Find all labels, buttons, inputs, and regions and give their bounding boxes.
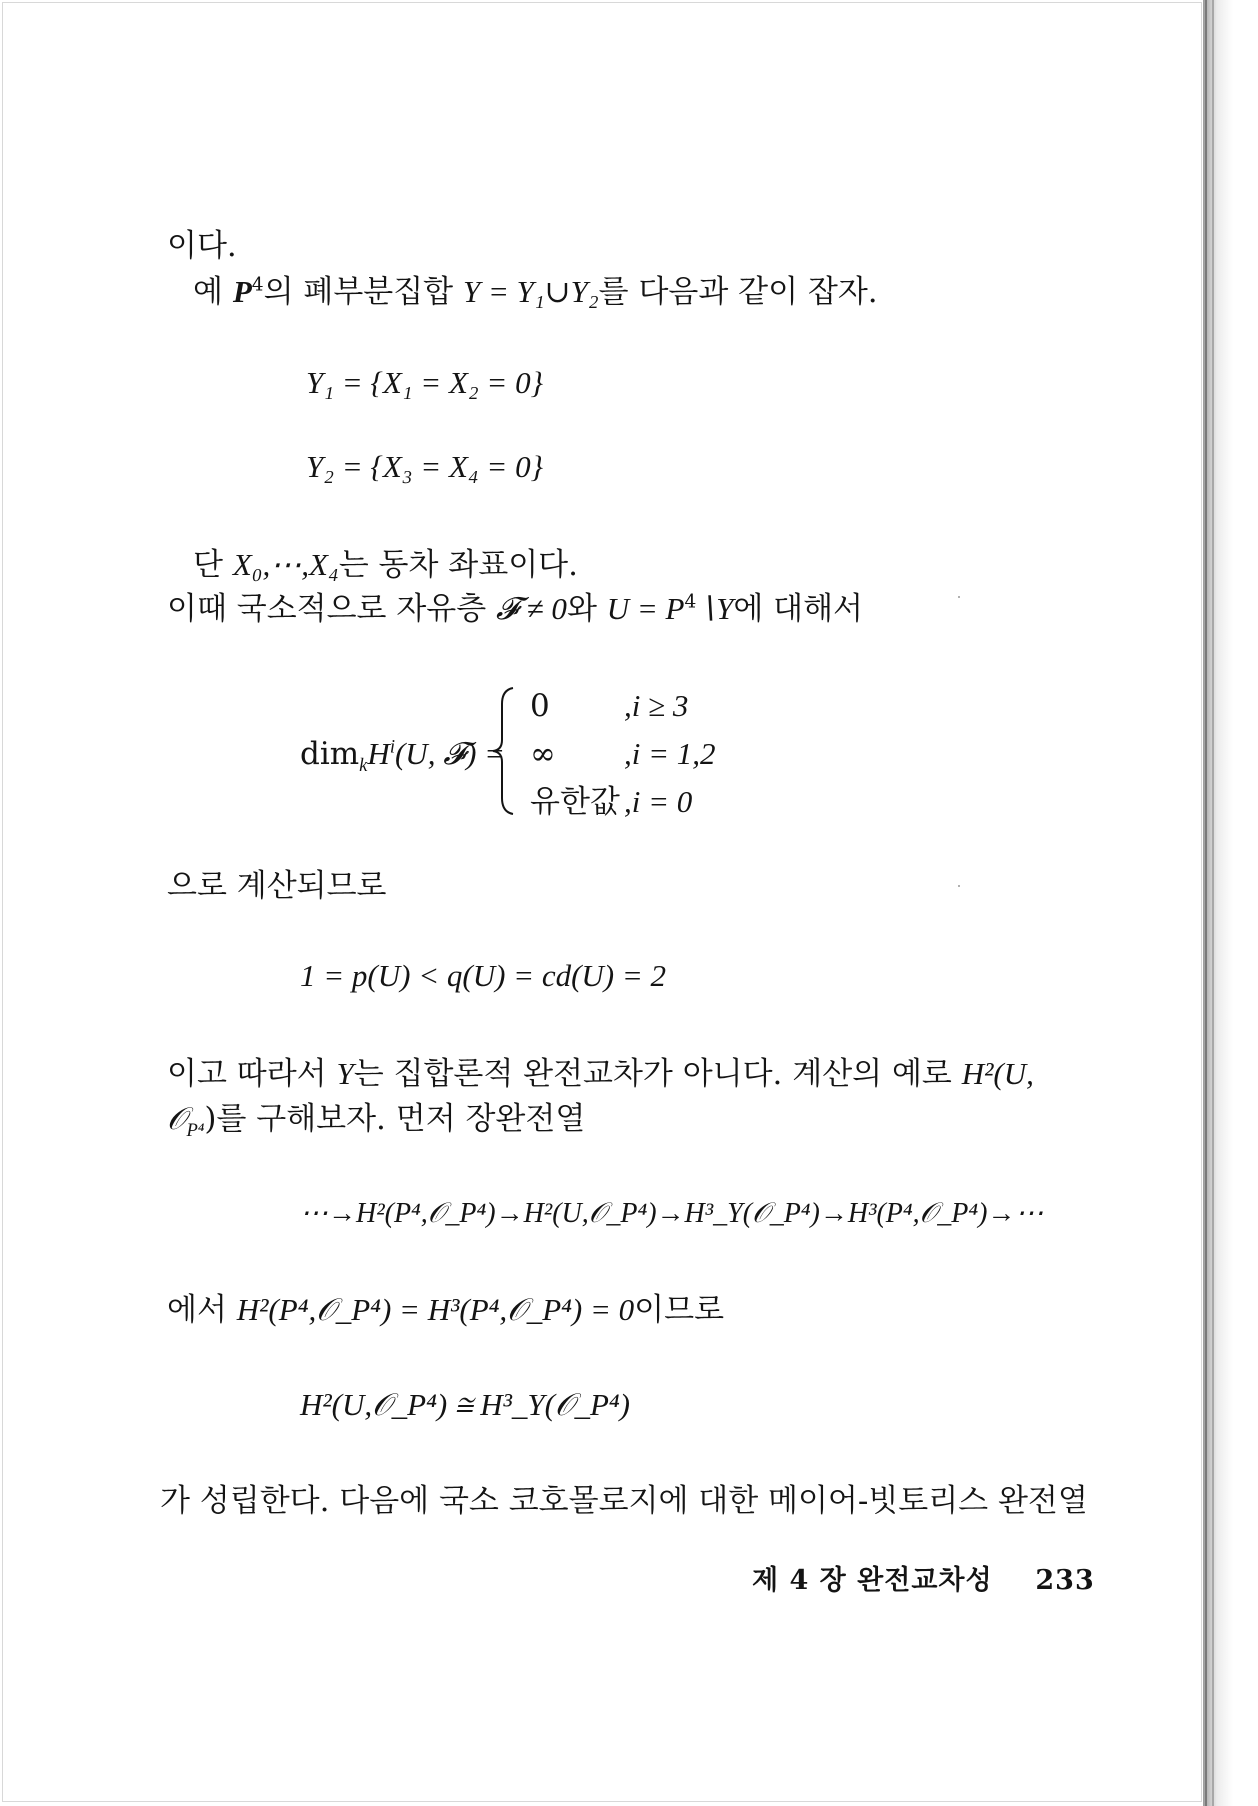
page-edge-line bbox=[1212, 0, 1214, 1806]
text-line: 이때 국소적으로 자유층 𝓕 ≠ 0와 $U = P^4∖Y$에 대해서 bbox=[167, 591, 863, 627]
text-line: 단 X₀,⋯,X₄는 동차 좌표이다. bbox=[193, 547, 578, 583]
text-line: 가 성립한다. 다음에 국소 코호몰로지에 대한 메이어-빗토리스 완전열 bbox=[160, 1483, 1088, 1519]
equation-y1: Y₁ = {X₁ = X₂ = 0} bbox=[306, 365, 543, 400]
page-edge-line bbox=[1205, 0, 1207, 1806]
left-brace bbox=[489, 684, 519, 818]
case-row: 유한값 bbox=[530, 784, 620, 820]
equation-depth: 1 = p(U) < q(U) = cd(U) = 2 bbox=[300, 958, 667, 993]
scan-speck bbox=[958, 596, 960, 598]
text-line: 예 $P^4$의 폐부분집합 Y = Y₁∪Y₂를 다음과 같이 잡자. bbox=[193, 274, 878, 310]
text-line: 으로 계산되므로 bbox=[167, 868, 387, 904]
case-condition: ,i ≥ 3 bbox=[624, 688, 689, 723]
equation-long-exact-sequence: ⋯→H²(P⁴,𝒪_P⁴)→H²(U,𝒪_P⁴)→H³_Y(𝒪_P⁴)→H³(P⁴,𝒪_P⁴)→⋯ bbox=[300, 1198, 1044, 1229]
equation-isomorphism: H²(U,𝒪_P⁴) ≅ H³_Y(𝒪_P⁴) bbox=[300, 1387, 631, 1422]
text-line: 𝒪$_{P^4}$)를 구해보자. 먼저 장완전열 bbox=[167, 1101, 586, 1142]
scan-speck bbox=[958, 885, 960, 887]
case-condition: ,i = 1,2 bbox=[624, 736, 716, 771]
chapter-title: 제 4 장 완전교차성 bbox=[752, 1565, 993, 1596]
equation-y2: Y₂ = {X₃ = X₄ = 0} bbox=[306, 449, 543, 484]
case-condition: ,i = 0 bbox=[624, 784, 693, 819]
page-edge-shadow bbox=[1203, 0, 1258, 1806]
text-line: 에서 H²(P⁴,𝒪_P⁴) = H³(P⁴,𝒪_P⁴) = 0이므로 bbox=[167, 1292, 725, 1328]
running-footer bbox=[752, 1558, 1095, 1597]
case-row: 0 bbox=[530, 688, 550, 724]
text-line: 이다. bbox=[167, 228, 237, 264]
text-line: 이고 따라서 Y는 집합론적 완전교차가 아니다. 계산의 예로 H²(U, bbox=[167, 1056, 1034, 1092]
case-row: ∞ bbox=[530, 736, 556, 772]
equation-dimension: $dim_kH^i(U$, 𝓕) = bbox=[300, 736, 506, 777]
page-number: 233 bbox=[1035, 1565, 1095, 1596]
